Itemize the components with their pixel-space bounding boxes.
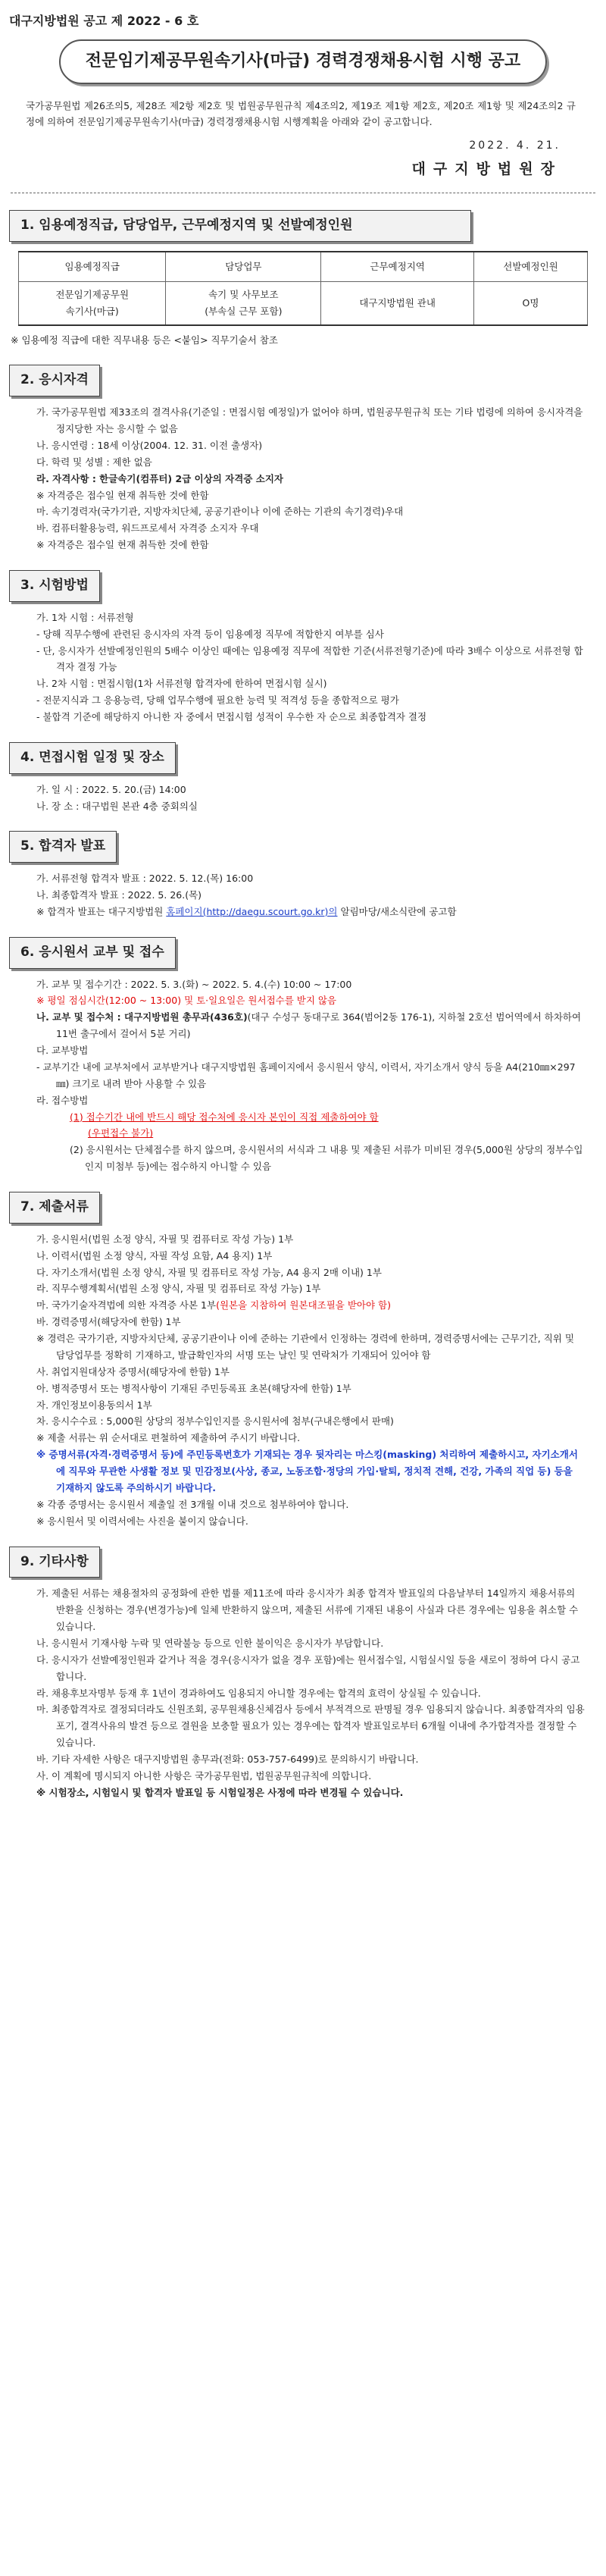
list-subitem: (우편접수 불가)	[88, 1127, 154, 1139]
list-item: 다. 학력 및 성별 : 제한 없음	[36, 456, 152, 468]
section-6-heading: 6. 응시원서 교부 및 접수	[9, 937, 176, 969]
item-emphasis: (원본을 지참하여 원본대조필을 받아야 함)	[216, 1299, 392, 1312]
list-item: 바. 경력증명서(해당자에 한함) 1부	[36, 1316, 181, 1328]
section-1-heading: 1. 임용예정직급, 담당업무, 근무예정지역 및 선발예정인원	[9, 210, 471, 242]
column-header: 임용예정직급	[19, 252, 166, 282]
list-item: 가. 응시원서(법원 소정 양식, 자필 및 컴퓨터로 작성 가능) 1부	[36, 1233, 294, 1245]
list-item: 사. 취업지원대상자 증명서(해당자에 한함) 1부	[36, 1365, 230, 1377]
list-item: 사. 이 계획에 명시되지 아니한 사항은 국가공무원법, 법원공무원규칙에 의합니다.	[36, 1769, 372, 1782]
item-text: 마. 국가기술자격법에 의한 자격증 사본 1부	[36, 1299, 217, 1312]
list-item: 나. 이력서(법원 소정 양식, 자필 작성 요함, A4 용지) 1부	[36, 1249, 273, 1261]
list-item: 라. 채용후보자명부 등재 후 1년이 경과하여도 임용되지 아니할 경우에는 합격의 효력이 상실될 수 있습니다.	[36, 1687, 481, 1699]
list-item: 바. 기타 자세한 사항은 대구지방법원 총무과(전화: 053-757-6499)로 문의하시기 바랍니다.	[36, 1753, 419, 1765]
list-item: 자. 개인정보이용동의서 1부	[36, 1399, 152, 1411]
list-item: 라. 접수방법	[36, 1094, 89, 1106]
section-9-heading: 9. 기타사항	[9, 1547, 100, 1578]
list-item: 나. 2차 시험 : 면접시험(1차 서류전형 합격자에 한하여 면접시험 실시)	[36, 678, 327, 690]
page-title: 전문임기제공무원속기사(마급) 경력경쟁채용시험 시행 공고	[59, 39, 547, 84]
section-3-body	[0, 602, 606, 725]
list-note: ※ 자격증은 접수일 현재 취득한 것에 한함	[36, 489, 209, 501]
table-row	[19, 281, 588, 324]
table-cell: 대구지방법원 관내	[321, 281, 474, 324]
list-item: 나. 최종합격자 발표 : 2022. 5. 26.(목)	[36, 889, 202, 901]
note-text: ※ 합격자 발표는 대구지방법원	[36, 905, 167, 917]
list-subitem: - 불합격 기준에 해당하지 아니한 자 중에서 면접시험 성적이 우수한 자 순으로 최종합격자 결정	[36, 711, 427, 722]
section-1-note: ※ 임용예정 직급에 대한 직무내용 등은 <붙임> 직무기술서 참조	[11, 334, 279, 346]
section-5-body	[0, 863, 606, 920]
office-address: (대구 수성구 동대구로 364(범어2동 176-1), 지하철 2호선 범어역에서 하차하여 11번 출구에서 걸어서 5분 거리)	[56, 1011, 582, 1040]
list-note: ※ 증명서류(자격·경력증명서 등)에 주민등록번호가 기재되는 경우 뒷자리는 마스킹(masking) 처리하여 제출하시고, 자기소개서에 직무와 무관한 사생활 정보 및 민감정보(사상, 종교, 노동조합·정당의 가입·탈퇴, 정치적 견해, 건강, 가족의 직업 등) 등을 기재하지 않도록 주의하시기 바랍니다.	[36, 1449, 578, 1493]
list-item: 나. 장 소 : 대구법원 본관 4층 중회의실	[36, 800, 198, 812]
list-note: ※ 각종 증명서는 응시원서 제출일 전 3개월 이내 것으로 첨부하여야 합니다.	[36, 1498, 349, 1510]
section-6-body	[0, 969, 606, 1176]
list-note: ※ 시험장소, 시험일시 및 합격자 발표일 등 시험일정은 사정에 따라 변경될 수 있습니다.	[36, 1786, 404, 1798]
office-name: 나. 교부 및 접수처 : 대구지방법원 총무과(436호)	[36, 1011, 248, 1023]
list-subitem: - 단, 응시자가 선발예정인원의 5배수 이상인 때에는 임용예정 직무에 적합한 기준(서류전형기준)에 따라 3배수 이상으로 서류전형 합격자 결정 가능	[36, 644, 583, 673]
list-note: ※ 자격증은 접수일 현재 취득한 것에 한함	[36, 539, 209, 551]
notice-number: 대구지방법원 공고 제 2022 - 6 호	[9, 14, 199, 28]
list-note: ※ 응시원서 및 이력서에는 사진을 붙이지 않습니다.	[36, 1515, 248, 1527]
list-item: 가. 서류전형 합격자 발표 : 2022. 5. 12.(목) 16:00	[36, 873, 254, 885]
section-3-heading: 3. 시험방법	[9, 570, 100, 602]
list-item: 마. 최종합격자로 결정되더라도 신원조회, 공무원채용신체검사 등에서 부적격으로 판명될 경우 임용되지 않습니다. 최종합격자의 임용포기, 결격사유의 발견 등으로 결원을 보충할 필요가 있는 경우에는 합격자 발표일로부터 6개월 이내에 추가합격자를 결정할 수 있습니다.	[36, 1703, 585, 1749]
column-header: 담당업무	[166, 252, 321, 282]
list-item: 가. 제출된 서류는 채용절차의 공정화에 관한 법률 제11조에 따라 응시자가 최종 합격자 발표일의 다음날부터 14일까지 채용서류의 반환을 신청하는 경우(변경가능)에 일체 반환하지 않으며, 제출된 서류에 기재된 내용이 사실과 다른 경우에는 임용을 취소할 수 있습니다.	[36, 1587, 579, 1632]
list-item: 나. 응시원서 기재사항 누락 및 연락불능 등으로 인한 불이익은 응시자가 부담합니다.	[36, 1637, 384, 1649]
column-header: 선발예정인원	[474, 252, 588, 282]
list-note: ※ 경력은 국가기관, 지방자치단체, 공공기관이나 이에 준하는 기관에서 인정하는 경력에 한하며, 경력증명서에는 근무기간, 직위 및 담당업무를 정확히 기재하고, 발급확인자의 서명 또는 날인 및 연락처가 기재되어 있어야 함	[36, 1333, 574, 1361]
list-item: 라. 직무수행계획서(법원 소정 양식, 자필 및 컴퓨터로 작성 가능) 1부	[36, 1283, 321, 1295]
list-item	[21, 1009, 585, 1042]
list-subitem: (2) 응시원서는 단체접수를 하지 않으며, 응시원서의 서식과 그 내용 및 제출된 서류가 미비된 경우(5,000원 상당의 정부수입인지 미첨부 등)에는 접수하지 아니할 수 있음	[70, 1144, 583, 1173]
list-item: 다. 교부방법	[36, 1045, 89, 1056]
section-9-body	[0, 1578, 606, 1800]
list-item	[21, 1297, 585, 1314]
list-note: ※ 제출 서류는 위 순서대로 편철하여 제출하여 주시기 바랍니다.	[36, 1432, 301, 1444]
list-item: 마. 속기경력자(국가기관, 지방자치단체, 공공기관이나 이에 준하는 기관의 속기경력)우대	[36, 506, 404, 518]
section-7-heading: 7. 제출서류	[9, 1192, 100, 1224]
list-item: 가. 일 시 : 2022. 5. 20.(금) 14:00	[36, 783, 186, 795]
list-item: 가. 교부 및 접수기간 : 2022. 5. 3.(화) ~ 2022. 5. 4.(수) 10:00 ~ 17:00	[36, 978, 352, 990]
list-item: 바. 컴퓨터활용능력, 워드프로세서 자격증 소지자 우대	[36, 522, 259, 534]
list-item: 차. 응시수수료 : 5,000원 상당의 정부수입인지를 응시원서에 첨부(구내은행에서 판매)	[36, 1415, 394, 1427]
list-item: 라. 자격사항 : 한글속기(컴퓨터) 2급 이상의 자격증 소지자	[36, 472, 283, 484]
section-2-heading: 2. 응시자격	[9, 365, 100, 396]
list-subitem: - 당해 직무수행에 관련된 응시자의 자격 등이 임용예정 직무에 적합한지 여부를 심사	[36, 628, 384, 640]
list-item: 다. 자기소개서(법원 소정 양식, 자필 및 컴퓨터로 작성 가능, A4 용지 2매 이내) 1부	[36, 1266, 382, 1278]
list-note: ※ 평일 점심시간(12:00 ~ 13:00) 및 토·일요일은 원서접수를 받지 않음	[36, 995, 337, 1007]
intro-paragraph: 국가공무원법 제26조의5, 제28조 제2항 제2호 및 법원공무원규칙 제4조의2, 제19조 제1항 제2호, 제20조 제1항 및 제24조의2 규정에 의하여 전문임기제공무원속기사(마급) 경력경쟁채용시험 시행계획을 아래와 같이 공고합니다.	[26, 99, 576, 128]
section-5-heading: 5. 합격자 발표	[9, 831, 117, 863]
list-item: 나. 응시연령 : 18세 이상(2004. 12. 31. 이전 출생자)	[36, 439, 263, 451]
list-subitem: - 교부기간 내에 교부처에서 교부받거나 대구지방법원 홈페이지에서 응시원서 양식, 이력서, 자기소개서 양식 등을 A4(210㎜×297㎜) 크기로 내려 받아 사용할 수 있음	[36, 1061, 576, 1089]
position-table	[18, 251, 588, 326]
list-subitem: - 전문지식과 그 응용능력, 당해 업무수행에 필요한 능력 및 적격성 등을 종합적으로 평가	[36, 694, 399, 707]
list-item: 아. 병적증명서 또는 병적사항이 기재된 주민등록표 초본(해당자에 한함) 1부	[36, 1382, 351, 1394]
notice-date: 2022. 4. 21.	[469, 139, 561, 152]
list-item: 가. 국가공무원법 제33조의 결격사유(기준일 : 면접시험 예정일)가 없어야 하며, 법원공무원규칙 또는 기타 법령에 의하여 응시자격을 정지당한 자는 응시할 수 없음	[36, 406, 583, 434]
homepage-link[interactable]: 홈페이지(http://daegu.scourt.go.kr)의	[166, 905, 338, 917]
list-item: 가. 1차 시험 : 서류전형	[36, 611, 134, 623]
issuing-office: 대구지방법원장	[411, 160, 562, 177]
table-cell: O명	[474, 281, 588, 324]
section-4-body	[0, 774, 606, 815]
section-7-body	[0, 1224, 606, 1530]
list-subitem: (1) 접수기간 내에 반드시 해당 접수처에 응시자 본인이 직접 제출하여야 함	[70, 1111, 379, 1123]
table-cell: 전문임기제공무원 속기사(마급)	[19, 281, 166, 324]
list-note	[21, 904, 585, 920]
column-header: 근무예정지역	[321, 252, 474, 282]
table-cell: 속기 및 사무보조 (부속실 근무 포함)	[166, 281, 321, 324]
list-item: 다. 응시자가 선발예정인원과 같거나 적을 경우(응시자가 없을 경우 포함)에는 원서접수일, 시험실시일 등을 새로이 정하여 다시 공고합니다.	[36, 1653, 580, 1682]
section-4-heading: 4. 면접시험 일정 및 장소	[9, 742, 176, 774]
section-2-body	[0, 396, 606, 553]
note-text: 알림마당/새소식란에 공고함	[337, 905, 457, 917]
